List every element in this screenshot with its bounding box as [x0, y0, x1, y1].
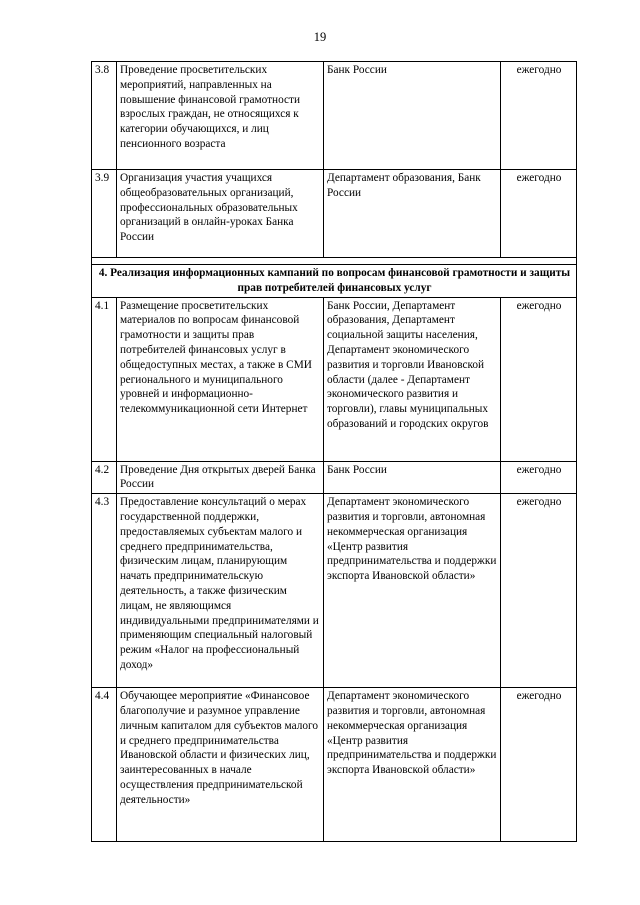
item-number: 3.8: [92, 62, 117, 170]
executor: Банк России, Департамент образования, Департамент социальной защиты населения, Департамент экономического развития и торговли Ивановской области (далее - Департамент экономического развития и торговли), главы муниципальных образований и городских округов: [324, 297, 501, 461]
event-description: Обучающее мероприятие «Финансовое благополучие и разумное управление личным капиталом для субъектов малого и среднего предпринимательства Ивановской области и физических лиц, заинтересованных в начале осуществления предпринимательской деятельности»: [117, 688, 324, 842]
executor: Департамент экономического развития и торговли, автономная некоммерческая организация «Центр развития предпринимательства и поддержки экспорта Ивановской области»: [324, 688, 501, 842]
table-row-4-4: [92, 688, 577, 842]
event-description: Организация участия учащихся общеобразовательных организаций, профессиональных образовательных организаций в онлайн-уроках Банка России: [117, 170, 324, 258]
term: ежегодно: [501, 461, 577, 494]
item-number: 4.4: [92, 688, 117, 842]
term: ежегодно: [501, 170, 577, 258]
table-row-3-8: [92, 62, 577, 170]
table-row-4-1: [92, 297, 577, 461]
event-description: Предоставление консультаций о мерах государственной поддержки, предоставляемых субъектам малого и среднего предпринимательства, физическим лицам, планирующим начать предпринимательскую деятельность, а также физическим лицам, не являющимся индивидуальными предпринимателями и применяющим специальный налоговый режим «Налог на профессиональный доход»: [117, 494, 324, 688]
event-description: Проведение просветительских мероприятий, направленных на повышение финансовой грамотности взрослых граждан, не относящихся к категории обучающихся, и лиц пенсионного возраста: [117, 62, 324, 170]
event-description: Проведение Дня открытых дверей Банка России: [117, 461, 324, 494]
executor: Банк России: [324, 62, 501, 170]
table-row-3-9: [92, 170, 577, 258]
item-number: 3.9: [92, 170, 117, 258]
term: ежегодно: [501, 494, 577, 688]
term: ежегодно: [501, 688, 577, 842]
page-number: 19: [313, 30, 327, 44]
term: ежегодно: [501, 62, 577, 170]
section-heading-row: [92, 265, 577, 298]
executor: Департамент образования, Банк России: [324, 170, 501, 258]
term: ежегодно: [501, 297, 577, 461]
table-row-spacer: [92, 258, 577, 265]
spacer-cell: [92, 258, 577, 265]
section-heading: 4. Реализация информационных кампаний по вопросам финансовой грамотности и защиты прав потребителей финансовых услуг: [92, 265, 577, 298]
executor: Банк России: [324, 461, 501, 494]
event-description: Размещение просветительских материалов по вопросам финансовой грамотности и защиты прав потребителей финансовых услуг в общедоступных местах, а также в СМИ регионального и муниципального уровней и информационно-телекоммуникационной сети Интернет: [117, 297, 324, 461]
item-number: 4.1: [92, 297, 117, 461]
item-number: 4.3: [92, 494, 117, 688]
activities-table: [91, 61, 577, 842]
item-number: 4.2: [92, 461, 117, 494]
table-row-4-2: [92, 461, 577, 494]
executor: Департамент экономического развития и торговли, автономная некоммерческая организация «Центр развития предпринимательства и поддержки экспорта Ивановской области»: [324, 494, 501, 688]
table-row-4-3: [92, 494, 577, 688]
